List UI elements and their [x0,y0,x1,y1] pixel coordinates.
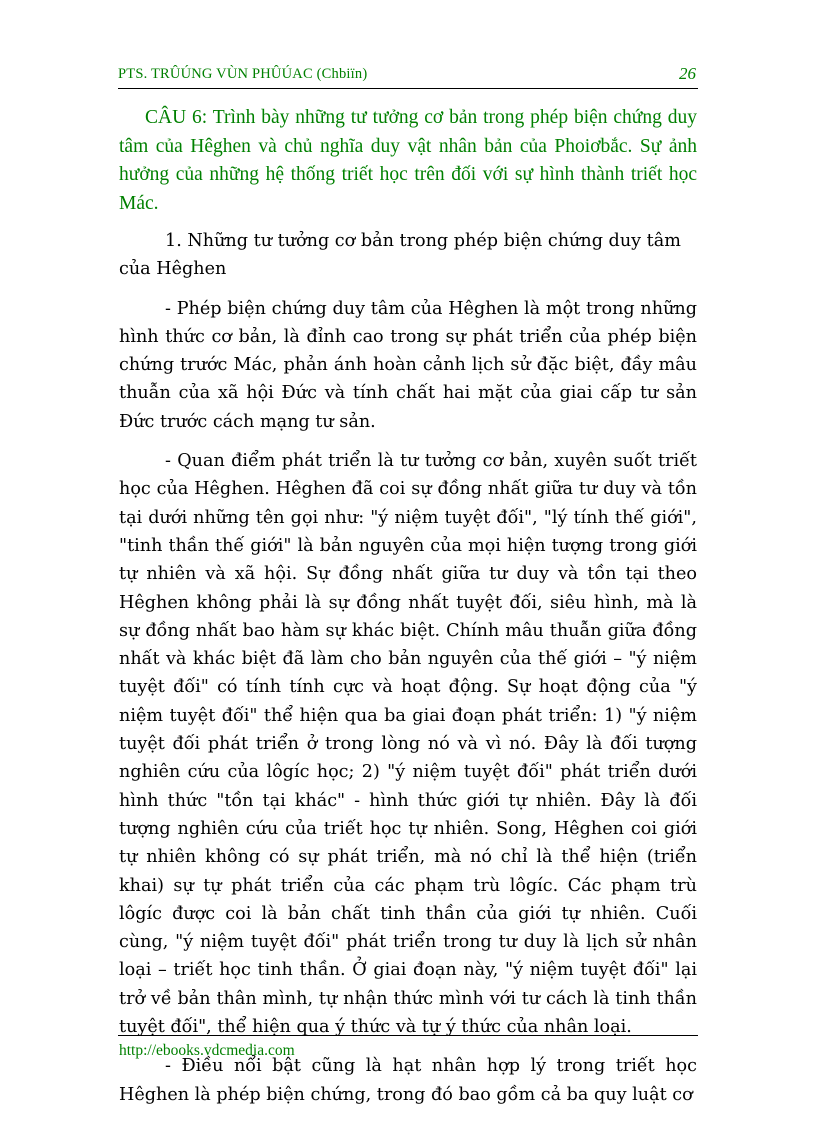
header-divider [118,88,698,89]
page-header [118,64,698,86]
question-heading: CÂU 6: Trình bày những tư tưởng cơ bản trong phép biện chứng duy tâm của Hêghen và chủ nghĩa duy vật nhân bản của Phoiơbắc. Sự ảnh hưởng của những hệ thống triết học trên đối với sự hình thành triết học Mác. [119,107,697,214]
page-number: 26 [679,64,696,83]
footer-divider [118,1035,698,1036]
body-paragraph: - Điều nổi bật cũng là hạt nhân hợp lý trong triết học Hêghen là phép biện chứng, trong đó bao gồm cả ba quy luật cơ [119,1056,697,1105]
body-paragraph: - Quan điểm phát triển là tư tưởng cơ bản, xuyên suốt triết học của Hêghen. Hêghen đã coi sự đồng nhất giữa tư duy và tồn tại dưới những tên gọi như: "ý niệm tuyệt đối", "lý tính thế giới", "tinh thần thế giới" là bản nguyên của mọi hiện tượng trong giới tự nhiên và xã hội. Sự đồng nhất giữa tư duy và tồn tại theo Hêghen không phải là sự đồng nhất tuyệt đối, siêu hình, mà là sự đồng nhất bao hàm sự khác biệt. Chính mâu thuẫn giữa đồng nhất và khác biệt đã làm cho bản nguyên của thế giới – "ý niệm tuyệt đối" có tính tính cực và hoạt động. Sự hoạt động của "ý niệm tuyệt đối" thể hiện qua ba giai đoạn phát triển: 1) "ý niệm tuyệt đối phát triển ở trong lòng nó và vì nó. Đây là đối tượng nghiên cứu của lôgíc học; 2) "ý niệm tuyệt đối" phát triển dưới hình thức "tồn tại khác" - hình thức giới tự nhiên. Đây là đối tượng nghiên cứu của triết học tự nhiên. Song, Hêghen coi giới tự nhiên không có sự phát triển, mà nó chỉ là thể hiện (triển khai) sự tự phát triển của các phạm trù lôgíc. Các phạm trù lôgíc được coi là bản chất tinh thần của giới tự nhiên. Cuối cùng, "ý niệm tuyệt đối" phát triển trong tư duy là lịch sử nhân loại – triết học tinh thần. Ở giai đoạn này, "ý niệm tuyệt đối" lại trở về bản thân mình, tự nhận thức mình với tư cách là tinh thần tuyệt đối", thể hiện qua ý thức và tự ý thức của nhân loại. [119,451,697,1038]
page-body [119,104,697,1120]
footer-url-link[interactable]: http://ebooks.vdcmedia.com [119,1042,295,1059]
section-heading: 1. Những tư tưởng cơ bản trong phép biện chứng duy tâm của Hêghen [119,231,681,280]
header-title: PTS. TRÛÚNG VÙN PHÛÚAC (Chbiïn) [118,66,368,82]
body-paragraph: - Phép biện chứng duy tâm của Hêghen là một trong những hình thức cơ bản, là đỉnh cao trong sự phát triển của phép biện chứng trước Mác, phản ánh hoàn cảnh lịch sử đặc biệt, đầy mâu thuẫn của xã hội Đức và tính chất hai mặt của giai cấp tư sản Đức trước cách mạng tư sản. [119,298,697,432]
